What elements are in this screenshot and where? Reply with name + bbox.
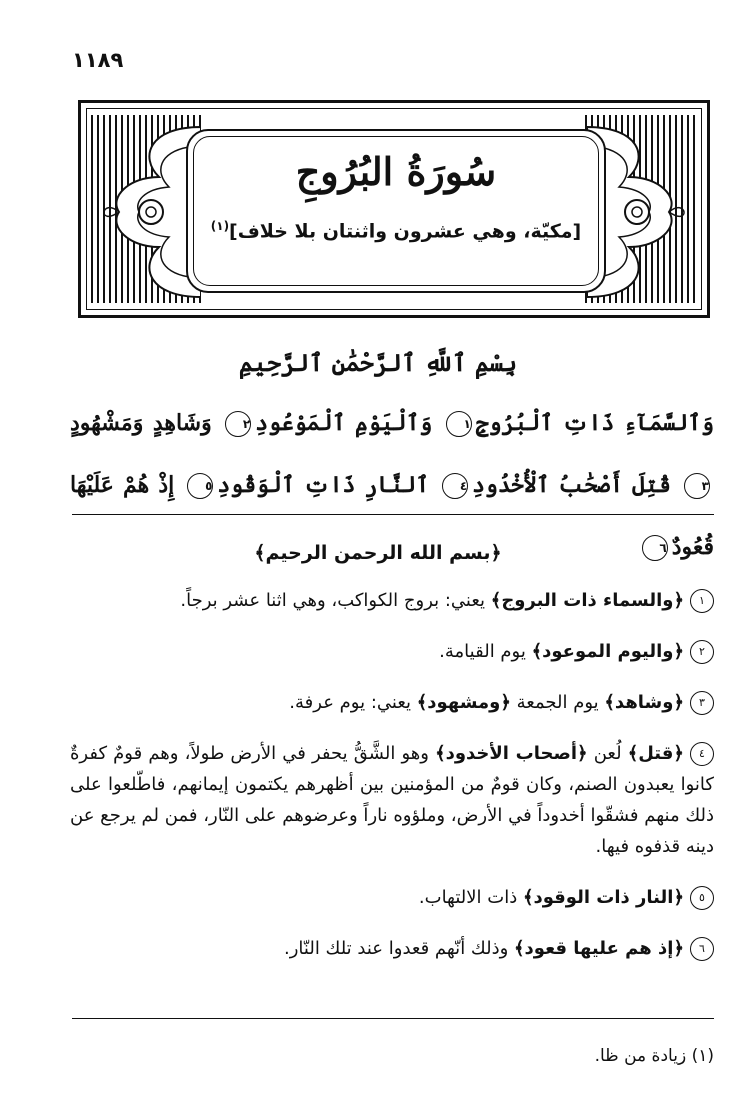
ornament-left-icon — [89, 117, 201, 307]
verse-number-badge: ٤ — [690, 742, 714, 766]
verse-number-badge: ٢ — [690, 640, 714, 664]
surah-subtitle — [188, 219, 604, 242]
quoted-verse: ﴿إذ هم عليها قعود﴾ — [514, 938, 684, 959]
explanation-text: وذلك أنّهم قعدوا عند تلك النّار. — [284, 938, 514, 959]
commentary-entry — [70, 933, 714, 964]
footnote-divider — [72, 1018, 714, 1019]
explanation-text: يعني: بروج الكواكب، وهي اثنا عشر برجاً. — [180, 590, 491, 611]
commentary-entry — [70, 585, 714, 616]
page-number: ١١٨٩ — [72, 48, 124, 72]
commentary-entry — [70, 738, 714, 862]
explanation-text: ذات الالتهاب. — [418, 887, 523, 908]
footnote-marker: (١) — [691, 1046, 714, 1066]
ayah-number-marker: ٦ — [642, 535, 668, 561]
verse-number-badge: ٣ — [690, 691, 714, 715]
verse-text: وَٱلْيَوْمِ ٱلْمَوْعُودِ — [255, 410, 433, 436]
ayah-number-marker: ١ — [446, 411, 472, 437]
quoted-verse: ﴿والسماء ذات البروج﴾ — [490, 590, 684, 611]
ayah-number-marker: ٣ — [684, 473, 710, 499]
commentary-entry — [70, 687, 714, 718]
explanation-text: لُعن — [587, 743, 628, 764]
explanation-text: يعني: يوم عرفة. — [289, 692, 417, 713]
verse-text: وَٱلسَّمَآءِ ذَاتِ ٱلْبُرُوجِ — [475, 410, 714, 436]
footnote-reference: (١) — [210, 219, 230, 233]
quoted-verse: ﴿النار ذات الوقود﴾ — [522, 887, 684, 908]
quoted-verse: ﴿أصحاب الأخدود﴾ — [435, 743, 588, 764]
ayah-number-marker: ٥ — [187, 473, 213, 499]
verse-text: إِذْ هُمْ عَلَيْهَا قُعُودٌ — [70, 472, 714, 560]
quoted-verse: ﴿واليوم الموعود﴾ — [531, 641, 684, 662]
commentary-entry — [70, 636, 714, 667]
ayah-number-marker: ٤ — [442, 473, 468, 499]
commentary-basmala: ﴿بسم الله الرحمن الرحيم﴾ — [254, 542, 502, 564]
commentary-entry — [70, 882, 714, 913]
quoted-verse: ﴿ومشهود﴾ — [416, 692, 511, 713]
quoted-verse: ﴿قتل﴾ — [627, 743, 684, 764]
verse-number-badge: ٥ — [690, 886, 714, 910]
surah-header-frame — [78, 100, 710, 318]
commentary-section — [70, 585, 714, 984]
verse-text: وَشَاهِدٍ وَمَشْهُودٍ — [70, 410, 212, 436]
subtitle-text: [مكيّة، وهي عشرون واثنتان بلا خلاف] — [229, 220, 582, 243]
verse-text: قُتِلَ أَصْحَٰبُ ٱلْأُخْدُودِ — [472, 472, 671, 498]
explanation-text: يوم القيامة. — [439, 641, 532, 662]
basmala-calligraphy: بِسْمِ ٱللَّهِ ٱلرَّحْمَٰنِ ٱلرَّحِيمِ — [238, 348, 518, 377]
surah-title: سُورَةُ البُرُوجِ — [295, 149, 497, 194]
footnote — [595, 1046, 714, 1066]
verse-number-badge: ١ — [690, 589, 714, 613]
explanation-text: وهو الشَّقُّ يحفر في الأرض طولاً، وهم قومٌ كفرةٌ كانوا يعبدون الصنم، وكان قومٌ من المؤمنين بين أظهرهم يكتمون إيمانهم، فاطّلعوا على ذلك منهم فشقّوا أخدوداً في الأرض، وملؤوه ناراً وعرضوهم على النّار، فمن لم يرجع عن دينه قذفوه فيها. — [70, 743, 714, 857]
verse-number-badge: ٦ — [690, 937, 714, 961]
explanation-text: يوم الجمعة — [510, 692, 605, 713]
title-cartouche — [186, 129, 606, 293]
quoted-verse: ﴿وشاهد﴾ — [604, 692, 684, 713]
verse-text: ٱلنَّارِ ذَاتِ ٱلْوَقُودِ — [217, 472, 430, 498]
footnote-text: زيادة من ظا. — [594, 1046, 687, 1066]
ayah-number-marker: ٢ — [225, 411, 251, 437]
divider-rule — [72, 514, 714, 515]
